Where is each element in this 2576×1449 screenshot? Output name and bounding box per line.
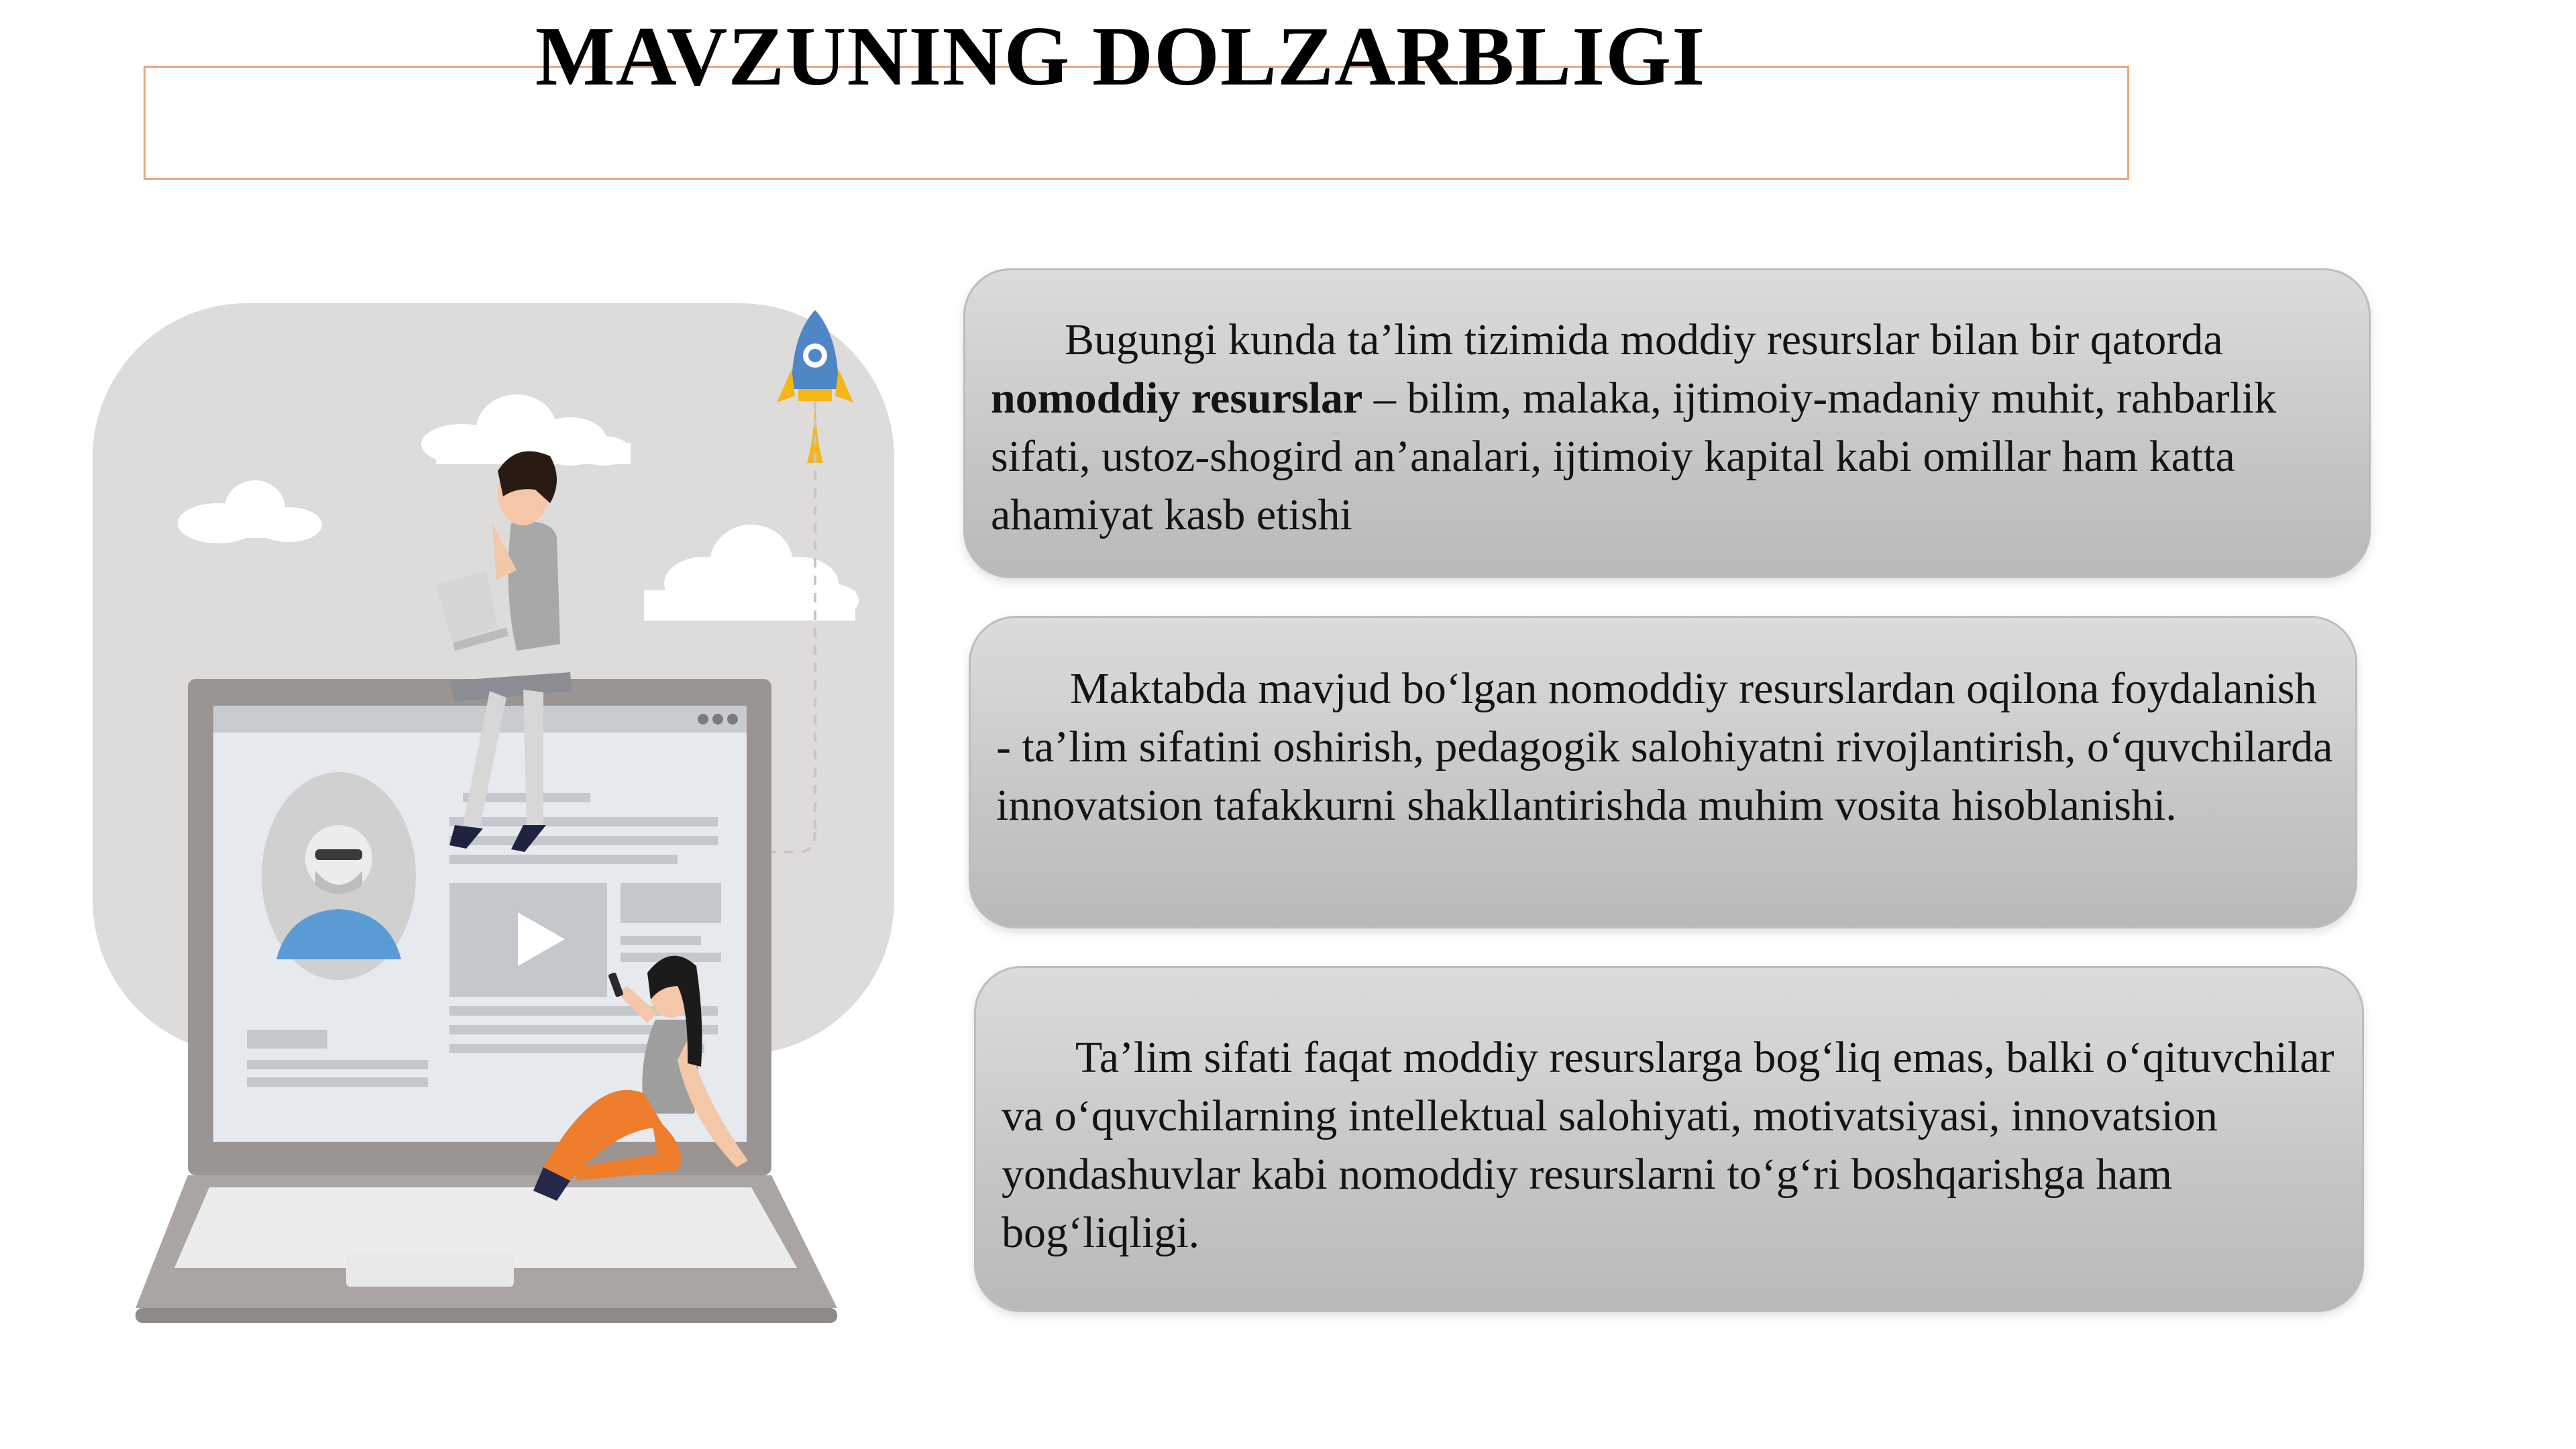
info-card-1 bbox=[963, 268, 2371, 578]
info-card-1-text bbox=[991, 311, 2349, 544]
play-icon bbox=[449, 883, 607, 997]
info-card-3-text: Ta’lim sifati faqat moddiy resurslarga bog‘liq emas, balki o‘qituvchilar va o‘quvchilarning intellektual salohiyati, motivatsiyasi, innovatsion yondashuvlar kabi nomoddiy resurslarni to‘g‘ri boshqarishga ham bog‘liqligi. bbox=[1002, 1033, 2334, 1257]
education-illustration bbox=[87, 295, 912, 1328]
card-1-text-end: – bilim, malaka, ijtimoiy-madaniy muhit, rahbarlik sifati, ustoz-shogird an’analari, ijtimoiy kapital kabi omillar ham katta ahamiyat kasb etishi bbox=[991, 374, 2277, 539]
card-1-bold-term: nomoddiy resurslar bbox=[991, 374, 1363, 423]
info-card-2-text: Maktabda mavjud bo‘lgan nomoddiy resurslardan oqilona foydalanish - ta’lim sifatini oshirish, pedagogik salohiyatni rivojlantirish, o‘quvchilarda innovatsion tafakkurni shakllantirishda muhim vosita hisoblanishi. bbox=[996, 664, 2333, 830]
user-avatar-icon bbox=[262, 772, 416, 980]
info-card-2 bbox=[969, 616, 2357, 928]
card-1-text-start: Bugungi kunda ta’lim tizimida moddiy resurslar bilan bir qatorda bbox=[1065, 315, 2223, 364]
info-card-3 bbox=[974, 966, 2364, 1312]
page-title: MAVZUNING DOLZARBLIGI bbox=[535, 10, 1706, 103]
